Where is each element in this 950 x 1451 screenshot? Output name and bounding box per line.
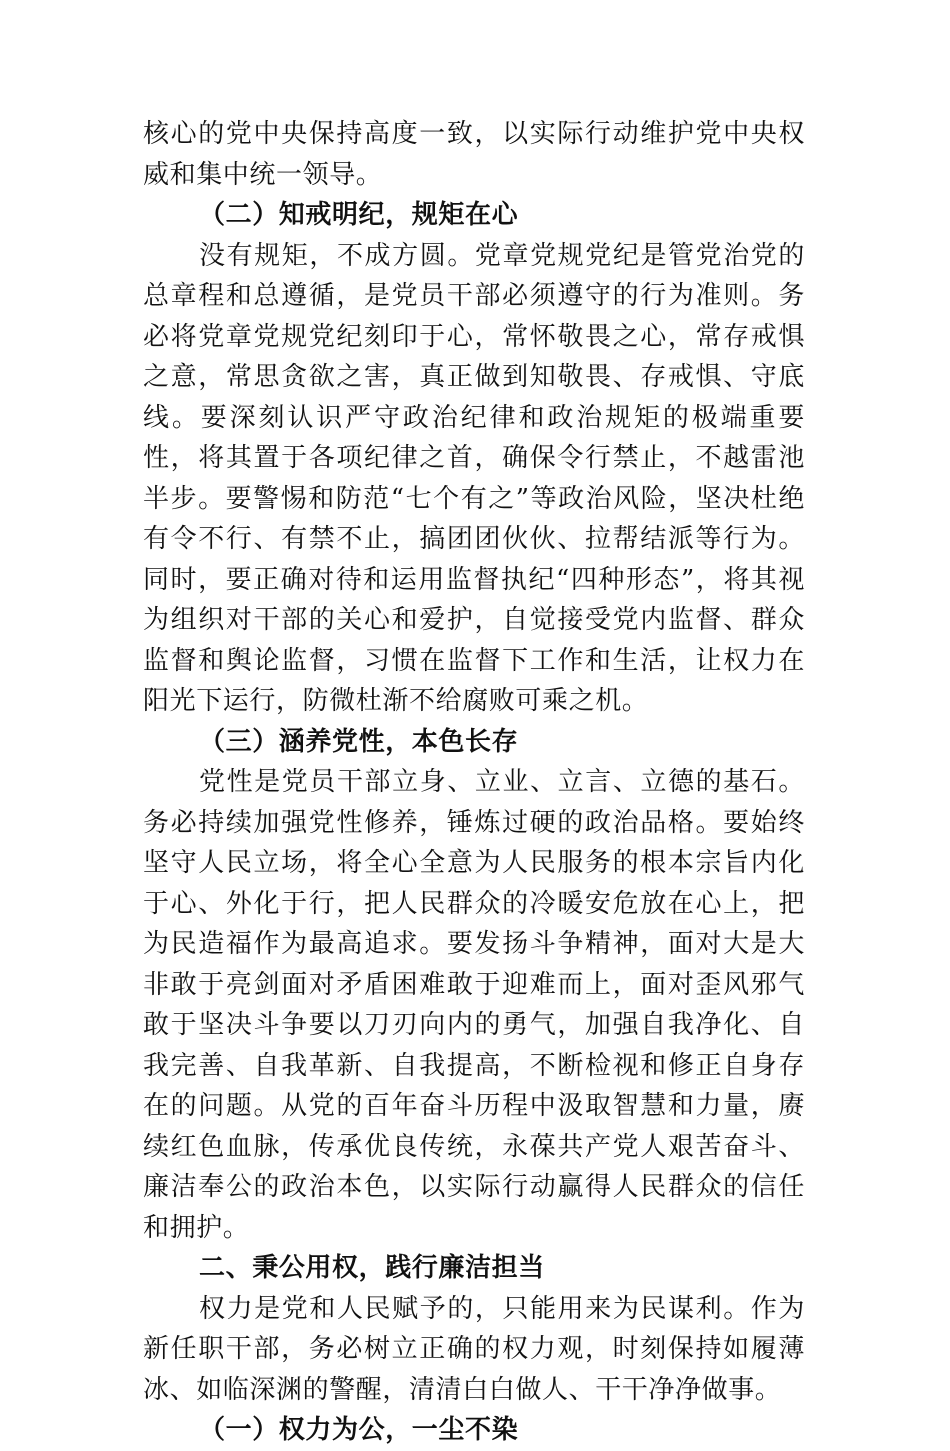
sub-heading-2: （二）知戒明纪，规矩在心	[199, 200, 519, 230]
sub-heading-2-1: （一）权力为公，一尘不染	[199, 1415, 519, 1445]
paragraph-discipline: 没有规矩，不成方圆。党章党规党纪是管党治党的总章程和总遵循，是党员干部必须遵守的行为准则。务必将党章党规党纪刻印于心，常怀敬畏之心，常存戒惧之意，常思贪欲之害，真正做到知敬畏、存戒惧、守底线。要深刻认识严守政治纪律和政治规矩的极端重要性，将其置于各项纪律之首，确保令行禁止，不越雷池半步。要警惕和防范“七个有之”等政治风险，坚决杜绝有令不行、有禁不止，搞团团伙伙、拉帮结派等行为。同时，要正确对待和运用监督执纪“四种形态”，将其视为组织对干部的关心和爱护，自觉接受党内监督、群众监督和舆论监督，习惯在监督下工作和生活，让权力在阳光下运行，防微杜渐不给腐败可乘之机。	[143, 240, 805, 716]
paragraph-power: 权力是党和人民赋予的，只能用来为民谋利。作为新任职干部，务必树立正确的权力观，时刻保持如履薄冰、如临深渊的警醒，清清白白做人、干干净净做事。	[143, 1293, 805, 1405]
document-body	[143, 114, 805, 1451]
sub-heading-3: （三）涵养党性，本色长存	[199, 726, 519, 757]
paragraph-party-spirit: 党性是党员干部立身、立业、立言、立德的基石。务必持续加强党性修养，锤炼过硬的政治品格。要始终坚守人民立场，将全心全意为人民服务的根本宗旨内化于心、外化于行，把人民群众的冷暖安危放在心上，把为民造福作为最高追求。要发扬斗争精神，面对大是大非敢于亮剑面对矛盾困难敢于迎难而上，面对歪风邪气敢于坚决斗争要以刀刃向内的勇气，加强自我净化、自我完善、自我革新、自我提高，不断检视和修正自身存在的问题。从党的百年奋斗历程中汲取智慧和力量，赓续红色血脉，传承优良传统，永葆共产党人艰苦奋斗、廉洁奉公的政治本色，以实际行动赢得人民群众的信任和拥护。	[143, 767, 805, 1243]
section-heading-2: 二、秉公用权，践行廉洁担当	[199, 1253, 545, 1283]
paragraph-continuation: 核心的党中央保持高度一致，以实际行动维护党中央权威和集中统一领导。	[143, 119, 805, 190]
